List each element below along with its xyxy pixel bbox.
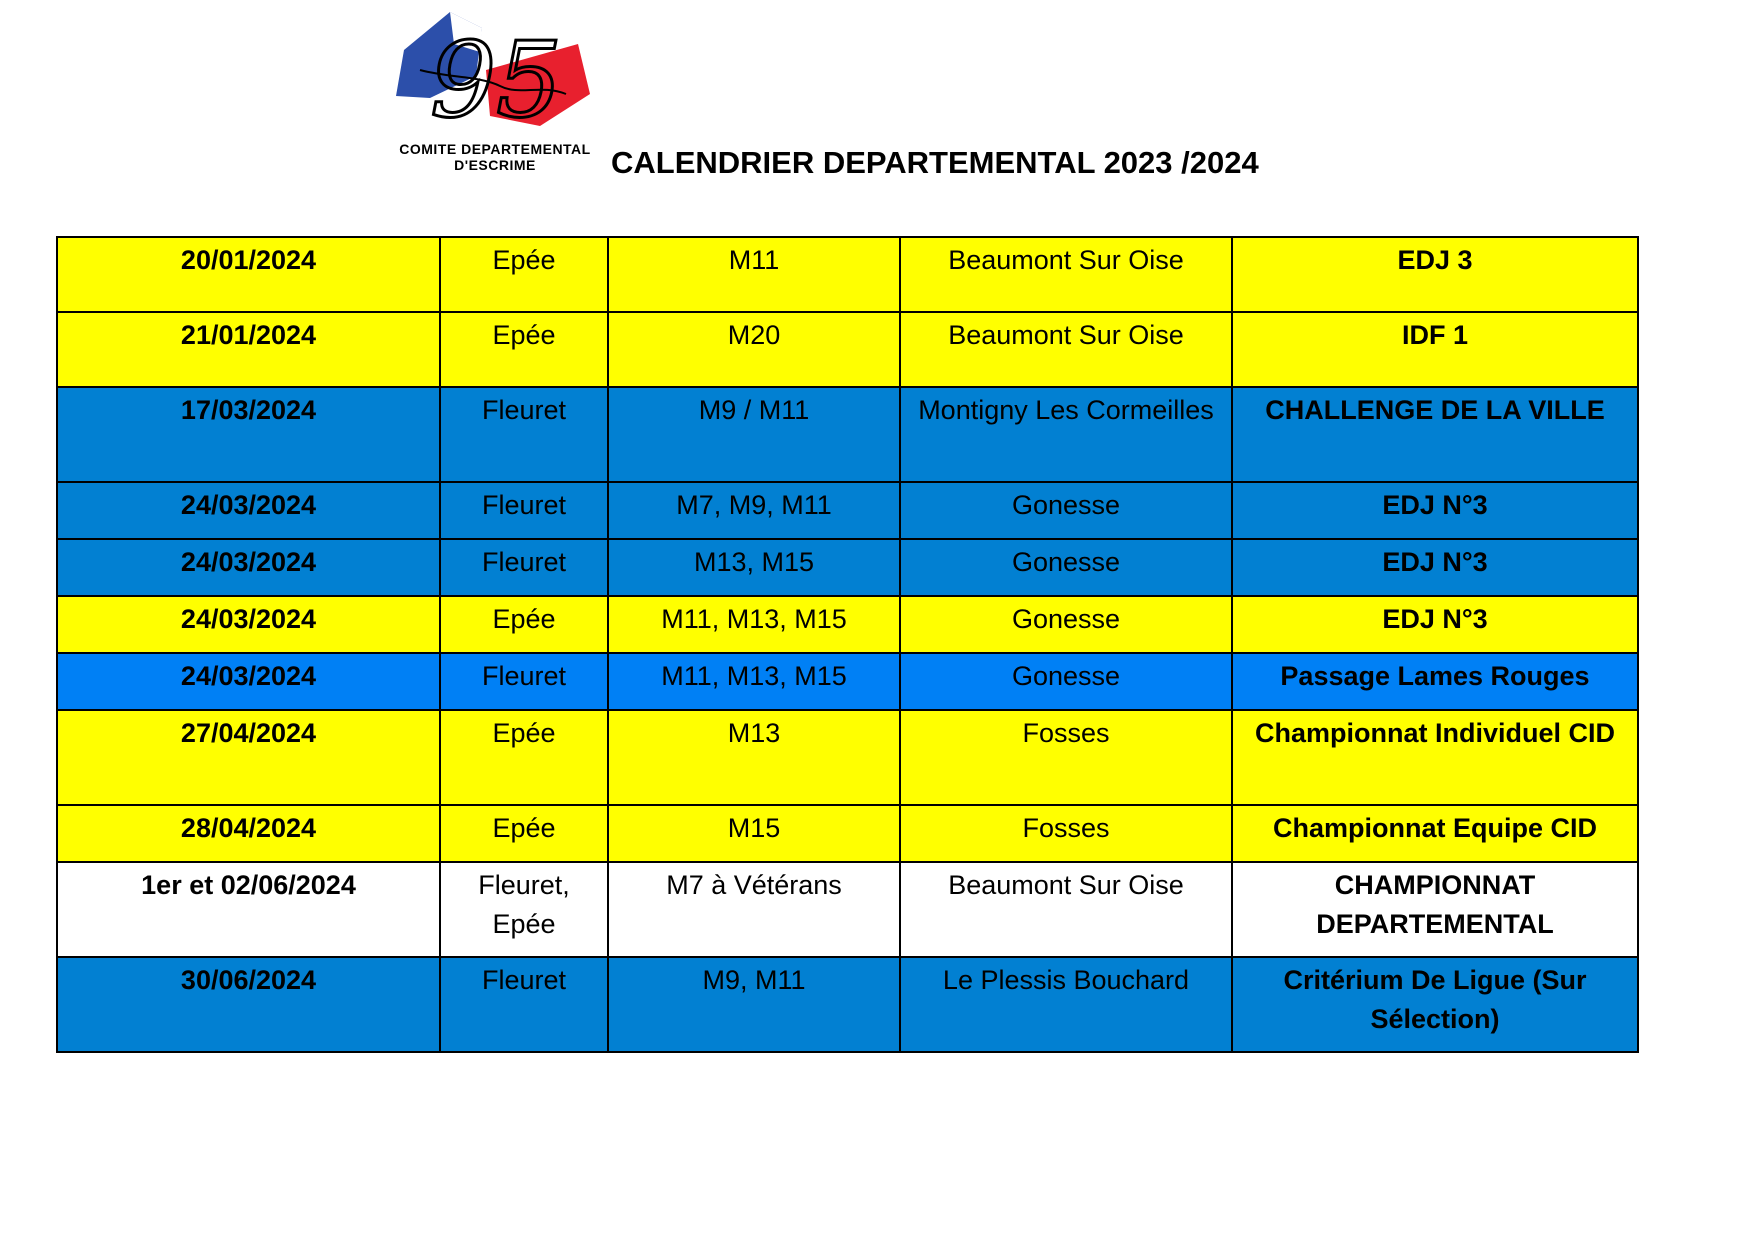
logo-caption-line1: COMITE DEPARTEMENTAL <box>399 141 591 157</box>
table-row <box>57 805 1638 862</box>
place-cell: Gonesse <box>900 482 1232 539</box>
category-cell: M20 <box>608 312 900 387</box>
place-cell: Gonesse <box>900 653 1232 710</box>
weapon-cell: Fleuret <box>440 482 608 539</box>
page-title: CALENDRIER DEPARTEMENTAL 2023 /2024 <box>611 145 1259 180</box>
event-cell: Championnat Equipe CID <box>1232 805 1638 862</box>
weapon-cell: Epée <box>440 312 608 387</box>
table-row <box>57 596 1638 653</box>
event-cell: Passage Lames Rouges <box>1232 653 1638 710</box>
category-cell: M13 <box>608 710 900 805</box>
table-row <box>57 653 1638 710</box>
category-cell: M7 à Vétérans <box>608 862 900 957</box>
event-cell: CHALLENGE DE LA VILLE <box>1232 387 1638 482</box>
date-cell: 24/03/2024 <box>57 482 440 539</box>
category-cell: M11, M13, M15 <box>608 653 900 710</box>
table-row <box>57 957 1638 1052</box>
date-cell: 1er et 02/06/2024 <box>57 862 440 957</box>
weapon-cell: Fleuret <box>440 539 608 596</box>
date-cell: 17/03/2024 <box>57 387 440 482</box>
category-cell: M13, M15 <box>608 539 900 596</box>
date-cell: 24/03/2024 <box>57 596 440 653</box>
weapon-cell: Fleuret <box>440 387 608 482</box>
place-cell: Le Plessis Bouchard <box>900 957 1232 1052</box>
weapon-cell: Epée <box>440 237 608 312</box>
event-cell: EDJ N°3 <box>1232 482 1638 539</box>
table-row <box>57 387 1638 482</box>
event-cell: Championnat Individuel CID <box>1232 710 1638 805</box>
table-row <box>57 237 1638 312</box>
calendar-table <box>56 236 1639 1053</box>
table-row <box>57 862 1638 957</box>
place-cell: Fosses <box>900 710 1232 805</box>
event-cell: EDJ N°3 <box>1232 596 1638 653</box>
category-cell: M9 / M11 <box>608 387 900 482</box>
place-cell: Montigny Les Cormeilles <box>900 387 1232 482</box>
date-cell: 24/03/2024 <box>57 653 440 710</box>
category-cell: M9, M11 <box>608 957 900 1052</box>
event-cell: EDJ N°3 <box>1232 539 1638 596</box>
date-cell: 24/03/2024 <box>57 539 440 596</box>
category-cell: M7, M9, M11 <box>608 482 900 539</box>
weapon-cell: Fleuret, Epée <box>440 862 608 957</box>
event-cell: CHAMPIONNAT DEPARTEMENTAL <box>1232 862 1638 957</box>
logo-number: 95 <box>430 19 563 138</box>
weapon-cell: Epée <box>440 805 608 862</box>
place-cell: Beaumont Sur Oise <box>900 312 1232 387</box>
logo-caption-line2: D'ESCRIME <box>454 157 536 173</box>
event-cell: Critérium De Ligue (Sur Sélection) <box>1232 957 1638 1052</box>
table-row <box>57 312 1638 387</box>
table-row <box>57 710 1638 805</box>
date-cell: 21/01/2024 <box>57 312 440 387</box>
category-cell: M11 <box>608 237 900 312</box>
weapon-cell: Fleuret <box>440 653 608 710</box>
place-cell: Fosses <box>900 805 1232 862</box>
weapon-cell: Epée <box>440 710 608 805</box>
date-cell: 20/01/2024 <box>57 237 440 312</box>
weapon-cell: Epée <box>440 596 608 653</box>
logo-emblem <box>390 8 600 138</box>
logo-caption <box>390 141 600 173</box>
committee-logo <box>390 8 600 178</box>
place-cell: Gonesse <box>900 539 1232 596</box>
category-cell: M11, M13, M15 <box>608 596 900 653</box>
date-cell: 30/06/2024 <box>57 957 440 1052</box>
place-cell: Beaumont Sur Oise <box>900 862 1232 957</box>
date-cell: 28/04/2024 <box>57 805 440 862</box>
place-cell: Beaumont Sur Oise <box>900 237 1232 312</box>
event-cell: EDJ 3 <box>1232 237 1638 312</box>
table-row <box>57 482 1638 539</box>
place-cell: Gonesse <box>900 596 1232 653</box>
table-row <box>57 539 1638 596</box>
event-cell: IDF 1 <box>1232 312 1638 387</box>
weapon-cell: Fleuret <box>440 957 608 1052</box>
date-cell: 27/04/2024 <box>57 710 440 805</box>
category-cell: M15 <box>608 805 900 862</box>
